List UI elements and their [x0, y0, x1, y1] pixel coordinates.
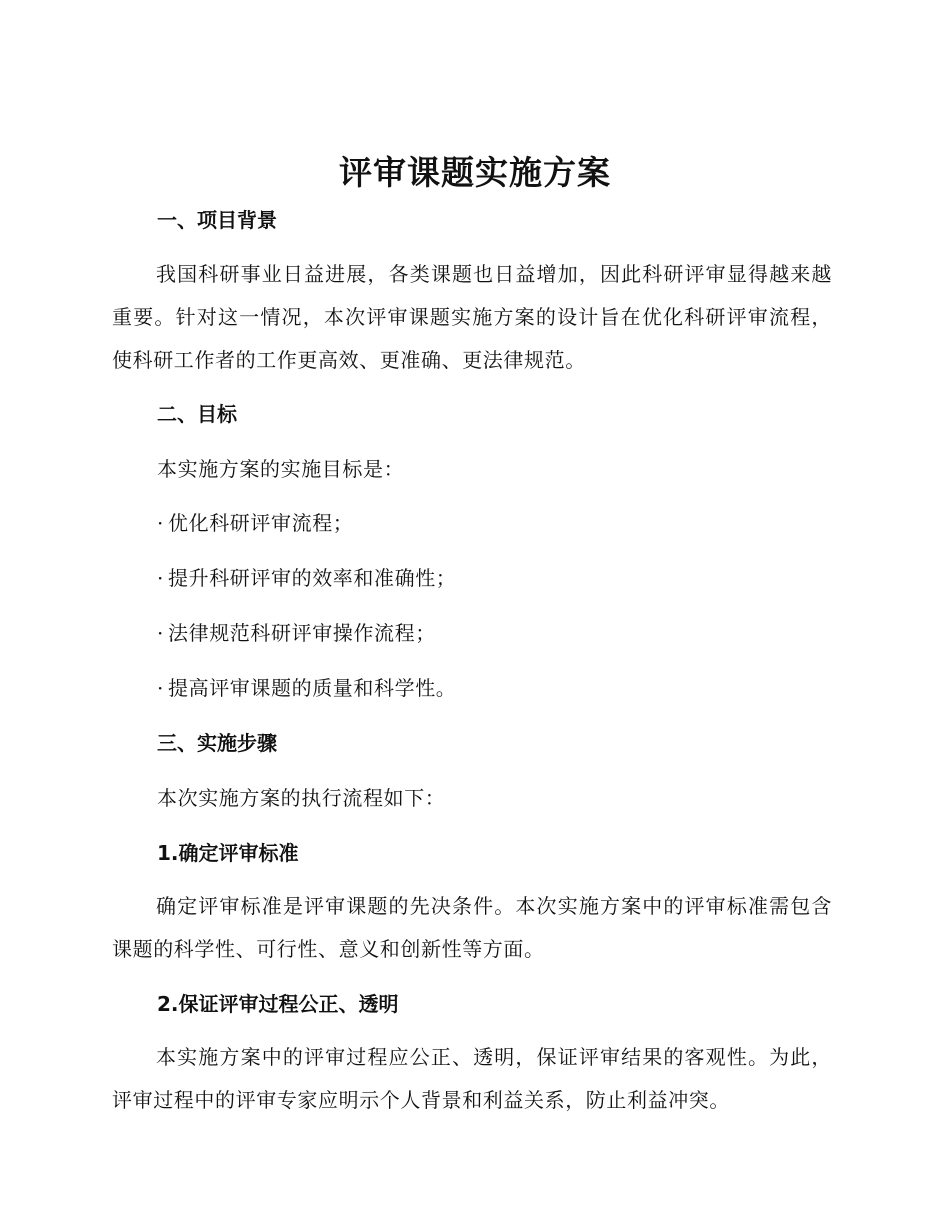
step-heading-fairness: 2.保证评审过程公正、透明: [157, 992, 399, 1016]
goal-list-item: [157, 508, 353, 538]
bullet-dot-icon: ·: [157, 566, 164, 590]
goal-list-item: [157, 673, 456, 703]
goal-text: 优化科研评审流程；: [168, 511, 354, 535]
bullet-dot-icon: ·: [157, 621, 164, 645]
goals-intro: 本实施方案的实施目标是：: [157, 457, 405, 481]
goal-text: 提高评审课题的质量和科学性。: [168, 676, 457, 700]
goal-text: 法律规范科研评审操作流程；: [168, 621, 436, 645]
goal-text: 提升科研评审的效率和准确性；: [168, 566, 457, 590]
bullet-dot-icon: ·: [157, 676, 164, 700]
section-heading-background: 一、项目背景: [157, 208, 277, 232]
fairness-paragraph: 本实施方案中的评审过程应公正、透明，保证评审结果的客观性。为此，评审过程中的评审专家应明示个人背景和利益关系，防止利益冲突。: [112, 1045, 832, 1112]
section-heading-steps: 三、实施步骤: [157, 731, 277, 755]
background-paragraph: 我国科研事业日益进展，各类课题也日益增加，因此科研评审显得越来越重要。针对这一情况，本次评审课题实施方案的设计旨在优化科研评审流程，使科研工作者的工作更高效、更准确、更法律规范。: [112, 262, 832, 372]
criteria-paragraph: 确定评审标准是评审课题的先决条件。本次实施方案中的评审标准需包含课题的科学性、可行性、意义和创新性等方面。: [112, 894, 832, 961]
steps-intro: 本次实施方案的执行流程如下：: [157, 786, 446, 810]
section-heading-goals: 二、目标: [157, 402, 237, 426]
step-heading-criteria: 1.确定评审标准: [157, 841, 299, 865]
goal-list-item: [157, 563, 456, 593]
document-title: 评审课题实施方案: [339, 153, 611, 192]
goal-list-item: [157, 618, 436, 648]
bullet-dot-icon: ·: [157, 511, 164, 535]
